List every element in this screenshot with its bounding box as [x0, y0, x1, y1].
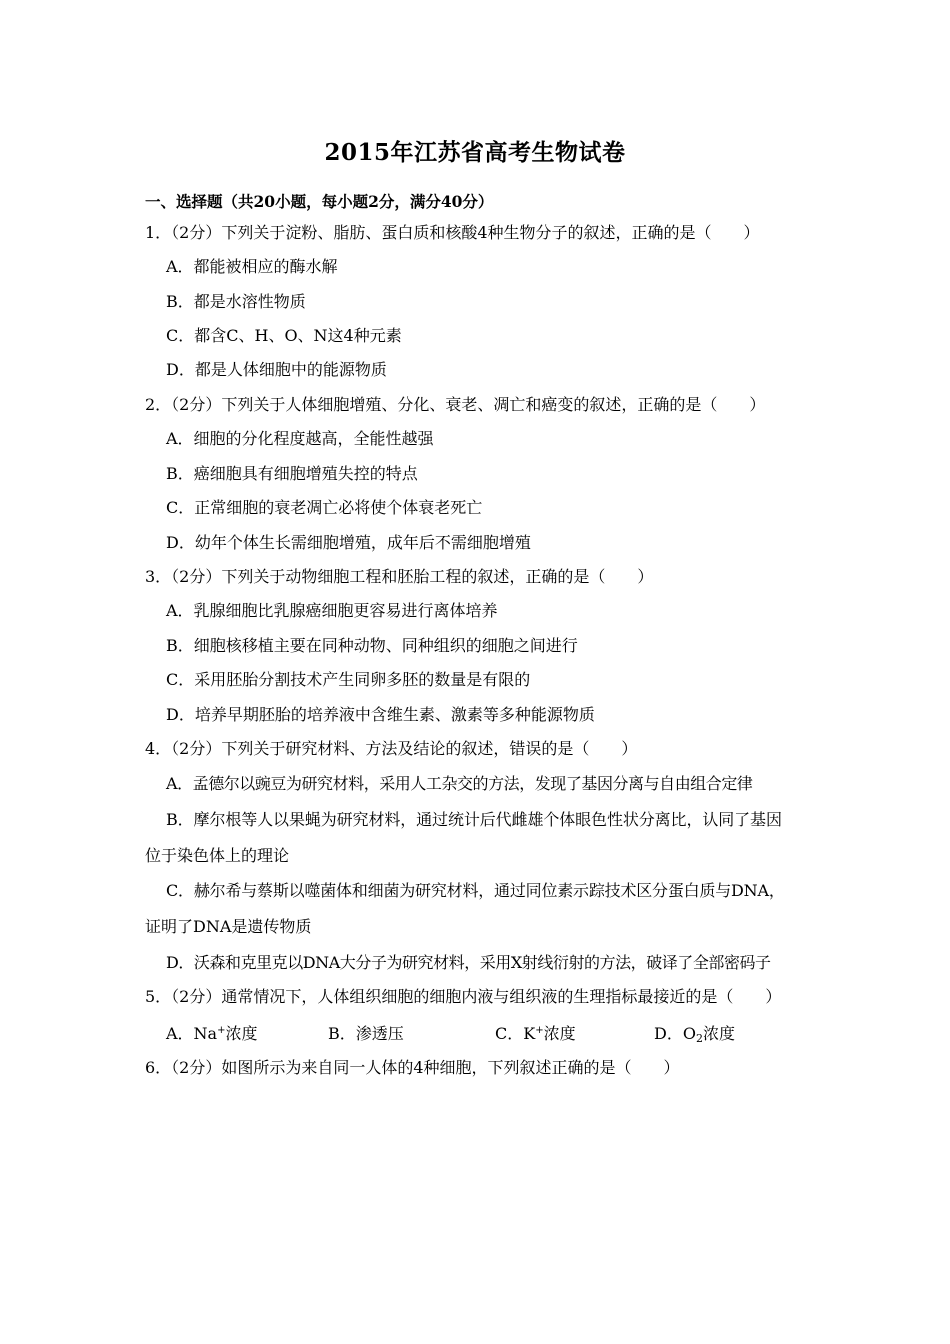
- question-2-option-d: D．幼年个体生长需细胞增殖，成年后不需细胞增殖: [166, 533, 531, 552]
- question-3-option-b: B．细胞核移植主要在同种动物、同种组织的细胞之间进行: [166, 636, 578, 655]
- question-4-option-c: C．赫尔希与蔡斯以噬菌体和细菌为研究材料，通过同位素示踪技术区分蛋白质与DNA，: [166, 881, 785, 900]
- question-6-stem: 6．（2分）如图所示为来自同一人体的4种细胞，下列叙述正确的是（ ）: [145, 1058, 680, 1077]
- question-3-option-d: D．培养早期胚胎的培养液中含维生素、激素等多种能源物质: [166, 705, 595, 724]
- question-1-option-a: A．都能被相应的酶水解: [166, 257, 338, 276]
- question-3-option-a: A．乳腺细胞比乳腺癌细胞更容易进行离体培养: [166, 601, 498, 620]
- section-heading: 一、选择题（共20小题，每小题2分，满分40分）: [145, 192, 494, 211]
- question-3-option-c: C．采用胚胎分割技术产生同卵多胚的数量是有限的: [166, 670, 531, 689]
- question-4-option-c-continued: 证明了DNA是遗传物质: [145, 917, 312, 936]
- question-5-option-a: A．Na+浓度: [166, 1024, 258, 1043]
- question-4-option-d: D．沃森和克里克以DNA大分子为研究材料，采用X射线衍射的方法，破译了全部密码子: [166, 953, 771, 972]
- question-4-stem: 4．（2分）下列关于研究材料、方法及结论的叙述，错误的是（ ）: [145, 739, 638, 758]
- question-5-option-c: C．K+浓度: [495, 1024, 576, 1043]
- question-5-option-d: D．$O_2$浓度: [654, 1024, 735, 1045]
- page-title: 2015年江苏省高考生物试卷: [324, 139, 626, 166]
- question-5-option-b: B．渗透压: [328, 1024, 404, 1043]
- question-2-stem: 2．（2分）下列关于人体细胞增殖、分化、衰老、凋亡和癌变的叙述，正确的是（ ）: [145, 395, 766, 414]
- question-1-option-b: B．都是水溶性物质: [166, 292, 306, 311]
- question-2-option-b: B．癌细胞具有细胞增殖失控的特点: [166, 464, 418, 483]
- question-4-option-b-continued: 位于染色体上的理论: [145, 846, 290, 865]
- question-5-stem: 5．（2分）通常情况下，人体组织细胞的细胞内液与组织液的生理指标最接近的是（ ）: [145, 987, 782, 1006]
- question-4-option-a: A．孟德尔以豌豆为研究材料，采用人工杂交的方法，发现了基因分离与自由组合定律: [166, 774, 753, 793]
- question-3-stem: 3．（2分）下列关于动物细胞工程和胚胎工程的叙述，正确的是（ ）: [145, 567, 654, 586]
- question-1-stem: 1．（2分）下列关于淀粉、脂肪、蛋白质和核酸4种生物分子的叙述，正确的是（ ）: [145, 223, 760, 242]
- question-2-option-a: A．细胞的分化程度越高，全能性越强: [166, 429, 434, 448]
- question-1-option-c: C．都含C、H、O、N这4种元素: [166, 326, 402, 345]
- question-2-option-c: C．正常细胞的衰老凋亡必将使个体衰老死亡: [166, 498, 483, 517]
- question-1-option-d: D．都是人体细胞中的能源物质: [166, 360, 387, 379]
- question-5-options: [166, 1021, 866, 1045]
- question-4-option-b: B．摩尔根等人以果蝇为研究材料，通过统计后代雌雄个体眼色性状分离比，认同了基因: [166, 810, 782, 829]
